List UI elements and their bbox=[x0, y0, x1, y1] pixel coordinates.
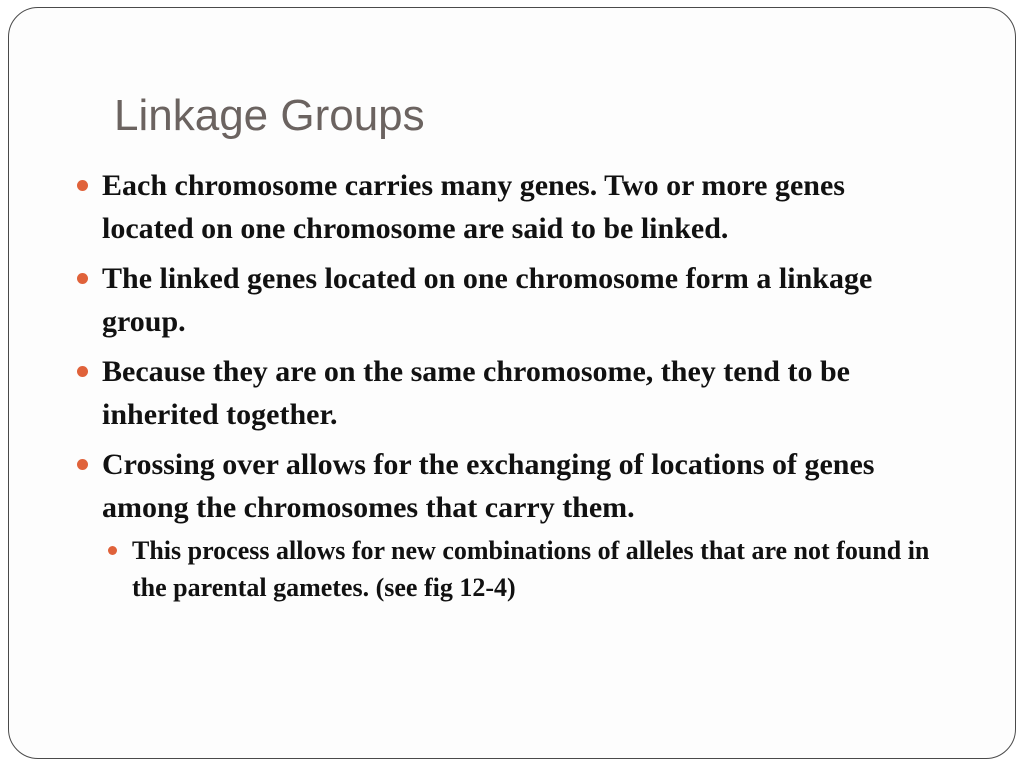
sub-bullet-text: This process allows for new combinations of alleles that are not found in the parental gametes. (see fig 12-4) bbox=[132, 536, 930, 602]
bullet-list bbox=[72, 164, 942, 613]
bullet-item bbox=[72, 443, 942, 606]
sub-bullet-list bbox=[102, 532, 942, 606]
bullet-dot-icon bbox=[77, 273, 88, 284]
bullet-text: Crossing over allows for the exchanging of locations of genes among the chromosomes that carry them. bbox=[102, 448, 875, 524]
bullet-text: Each chromosome carries many genes. Two or more genes located on one chromosome are said to be linked. bbox=[102, 169, 845, 245]
bullet-item bbox=[72, 257, 942, 343]
bullet-item bbox=[72, 350, 942, 436]
sub-bullet-item bbox=[102, 532, 942, 606]
slide-title: Linkage Groups bbox=[114, 91, 425, 140]
bullet-dot-icon bbox=[77, 459, 88, 470]
bullet-item bbox=[72, 164, 942, 250]
bullet-text: The linked genes located on one chromosome form a linkage group. bbox=[102, 262, 873, 338]
bullet-text: Because they are on the same chromosome, they tend to be inherited together. bbox=[102, 355, 850, 431]
bullet-dot-icon bbox=[108, 546, 117, 555]
bullet-dot-icon bbox=[77, 180, 88, 191]
bullet-dot-icon bbox=[77, 366, 88, 377]
